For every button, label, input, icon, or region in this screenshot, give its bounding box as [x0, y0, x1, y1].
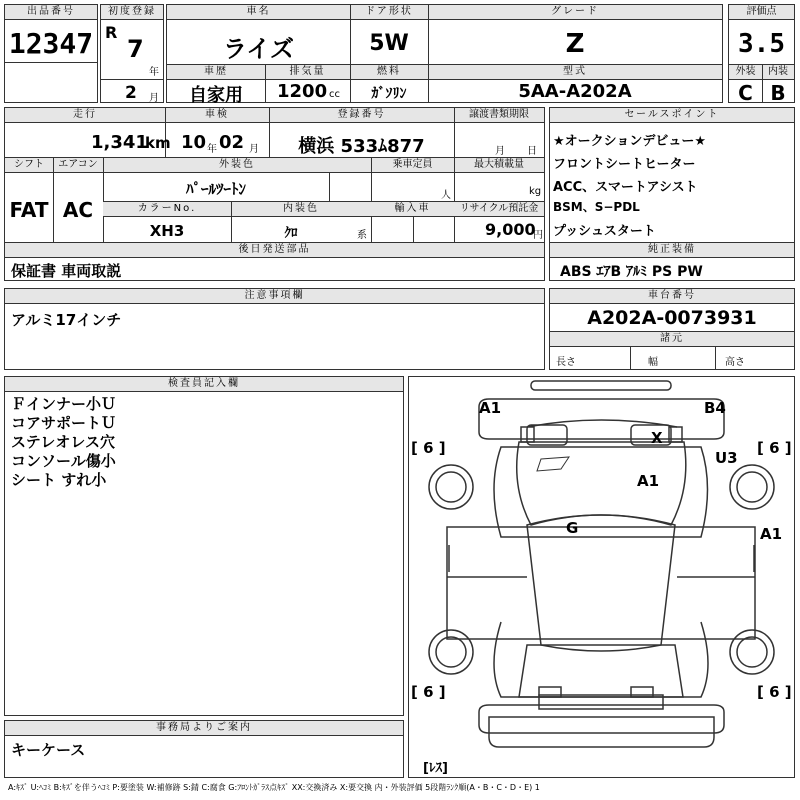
office-label: 事務局よりご案内 — [5, 721, 403, 736]
exterior-grade: C — [738, 81, 753, 105]
interior-color-unit: 系 — [357, 230, 367, 241]
sales-points-box — [549, 107, 795, 281]
reg-month: 2 — [125, 83, 137, 103]
mark-hood: A1 — [637, 472, 660, 490]
max-load-unit: kg — [529, 186, 542, 197]
legend: A:ｷｽﾞ U:ﾍｺﾐ B:ｷｽﾞを伴うﾍｺﾐ P:要塗装 W:補修跡 S:錆 C:腐食 G:ﾌﾛﾝﾄｶﾞﾗｽ点ｷｽﾞ XX:交換済み X:要交換 内・外装評価 5段階ﾗﾝｸ順(A・B・C・D・E) 1 — [8, 783, 540, 792]
later-parts: 保証書 車両取説 — [11, 262, 122, 280]
tire-front-left: [ 6 ] — [411, 439, 446, 457]
inspector-notes: Ｆインナー小Ｕ コアサポートＵ ステレオレス穴 コンソール傷小 シート すれ小 — [11, 395, 117, 489]
dims-label: 諸元 — [550, 332, 794, 347]
length-label: 長さ — [556, 357, 576, 368]
height-label: 高さ — [725, 357, 745, 368]
int-color-label: 内装色 — [231, 202, 371, 217]
exterior-label: 外装 — [729, 65, 762, 80]
model-label: 型式 — [428, 65, 722, 80]
tire-rear-right: [ 6 ] — [757, 683, 792, 701]
inspection-month-unit: 月 — [249, 144, 259, 155]
inspector-label: 検査員記入欄 — [5, 377, 403, 392]
km-unit: km — [145, 134, 171, 152]
interior-color: ｸﾛ — [284, 226, 298, 241]
registration-number: 横浜 533ﾑ877 — [298, 136, 425, 157]
sales-point: フロントシートヒーター — [553, 157, 696, 172]
displacement: 1200 — [277, 81, 328, 102]
door-type: 5W — [369, 31, 409, 56]
inspection-month: 02 — [219, 132, 245, 153]
door-label: ドア形状 — [350, 5, 428, 20]
mark-right-fender: U3 — [715, 449, 738, 467]
color-number: XH3 — [149, 222, 185, 240]
transfer-day-unit: 日 — [527, 146, 537, 157]
shift: FAT — [9, 198, 49, 222]
mark-right-side: A1 — [760, 525, 783, 543]
inspection-year-unit: 年 — [207, 144, 217, 155]
capacity-label: 乗車定員 — [371, 158, 454, 173]
notice-label: 注意事項欄 — [5, 289, 544, 304]
chassis-box — [549, 288, 795, 370]
spare-tire: [ﾚｽ] — [423, 761, 448, 776]
car-info-box — [166, 4, 723, 106]
lot-number: 12347 — [8, 27, 94, 60]
grade-label: グレード — [428, 5, 722, 20]
reg-no-label: 登録番号 — [269, 108, 454, 123]
color-no-label: カラーNo. — [103, 202, 231, 217]
tire-rear-left: [ 6 ] — [411, 683, 446, 701]
width-label: 幅 — [648, 357, 658, 368]
equipment: ABS ｴｱB ｱﾙﾐ PS PW — [560, 264, 703, 280]
notice-text: アルミ17インチ — [11, 311, 122, 329]
score-label: 評価点 — [729, 5, 794, 20]
interior-grade: B — [770, 81, 786, 105]
mark-roof: G — [566, 519, 579, 537]
sales-point: ACC、スマートアシスト — [553, 180, 698, 195]
interior-label: 内装 — [762, 65, 794, 80]
office-text: キーケース — [11, 741, 86, 759]
transfer-month-unit: 月 — [495, 146, 505, 157]
inspector-box — [4, 376, 404, 716]
damage-diagram — [408, 376, 795, 778]
vehicle-detail-box — [4, 107, 545, 281]
office-box — [4, 720, 404, 778]
inspection-year: 10 — [181, 132, 207, 153]
fuel: ｶﾞｿﾘﾝ — [371, 86, 407, 102]
lot-box — [4, 4, 98, 103]
cc-unit: cc — [329, 89, 340, 100]
import-label: 輸入車 — [371, 202, 454, 217]
mark-windshield: X — [651, 429, 663, 447]
chassis-number: A202A-0073931 — [587, 307, 757, 329]
reg-year: 7 — [127, 35, 144, 63]
sales-point: ★オークションデビュー★ — [553, 134, 707, 149]
shift-label: シフト — [5, 158, 53, 173]
displacement-label: 排気量 — [265, 65, 350, 80]
tire-front-right: [ 6 ] — [757, 439, 792, 457]
grade: Z — [565, 29, 585, 59]
exterior-color: ﾊﾟｰﾙﾂｰﾄﾝ — [185, 180, 246, 198]
air-conditioner: AC — [62, 198, 94, 222]
inspection-label: 車検 — [165, 108, 269, 123]
mileage-label: 走行 — [5, 108, 165, 123]
recycle-unit: 円 — [533, 230, 543, 241]
history: 自家用 — [189, 85, 243, 106]
lot-label: 出品番号 — [5, 5, 97, 20]
car-outline — [409, 377, 794, 777]
ac-label: エアコン — [53, 158, 103, 173]
month-unit: 月 — [149, 93, 159, 104]
sales-point: プッシュスタート — [553, 224, 656, 239]
first-registration-box — [100, 4, 164, 103]
mark-front-right: B4 — [704, 399, 726, 417]
car-name-label: 車名 — [167, 5, 350, 20]
recycle-label: リサイクル預託金 — [454, 202, 544, 217]
model: 5AA-A202A — [518, 81, 632, 102]
score-box — [728, 4, 795, 103]
mark-front-left: A1 — [479, 399, 502, 417]
capacity-unit: 人 — [441, 190, 451, 201]
car-name: ライズ — [222, 35, 295, 63]
equipment-label: 純正装備 — [550, 243, 794, 258]
sales-point: BSM、S−PDL — [553, 200, 640, 214]
history-label: 車歴 — [167, 65, 265, 80]
chassis-label: 車台番号 — [550, 289, 794, 304]
first-reg-label: 初度登録 — [101, 5, 163, 20]
score: 3.5 — [738, 29, 785, 59]
year-unit: 年 — [149, 67, 159, 78]
transfer-label: 譲渡書類期限 — [454, 108, 544, 123]
ext-color-label: 外装色 — [103, 158, 371, 173]
fuel-label: 燃料 — [350, 65, 428, 80]
recycle-fee: 9,000 — [485, 220, 536, 239]
later-parts-label: 後日発送部品 — [5, 243, 544, 258]
max-load-label: 最大積載量 — [454, 158, 544, 173]
notice-box — [4, 288, 545, 370]
sales-points-label: セールスポイント — [550, 108, 794, 123]
mileage: 1,341 — [91, 132, 148, 153]
era: R — [105, 23, 118, 42]
